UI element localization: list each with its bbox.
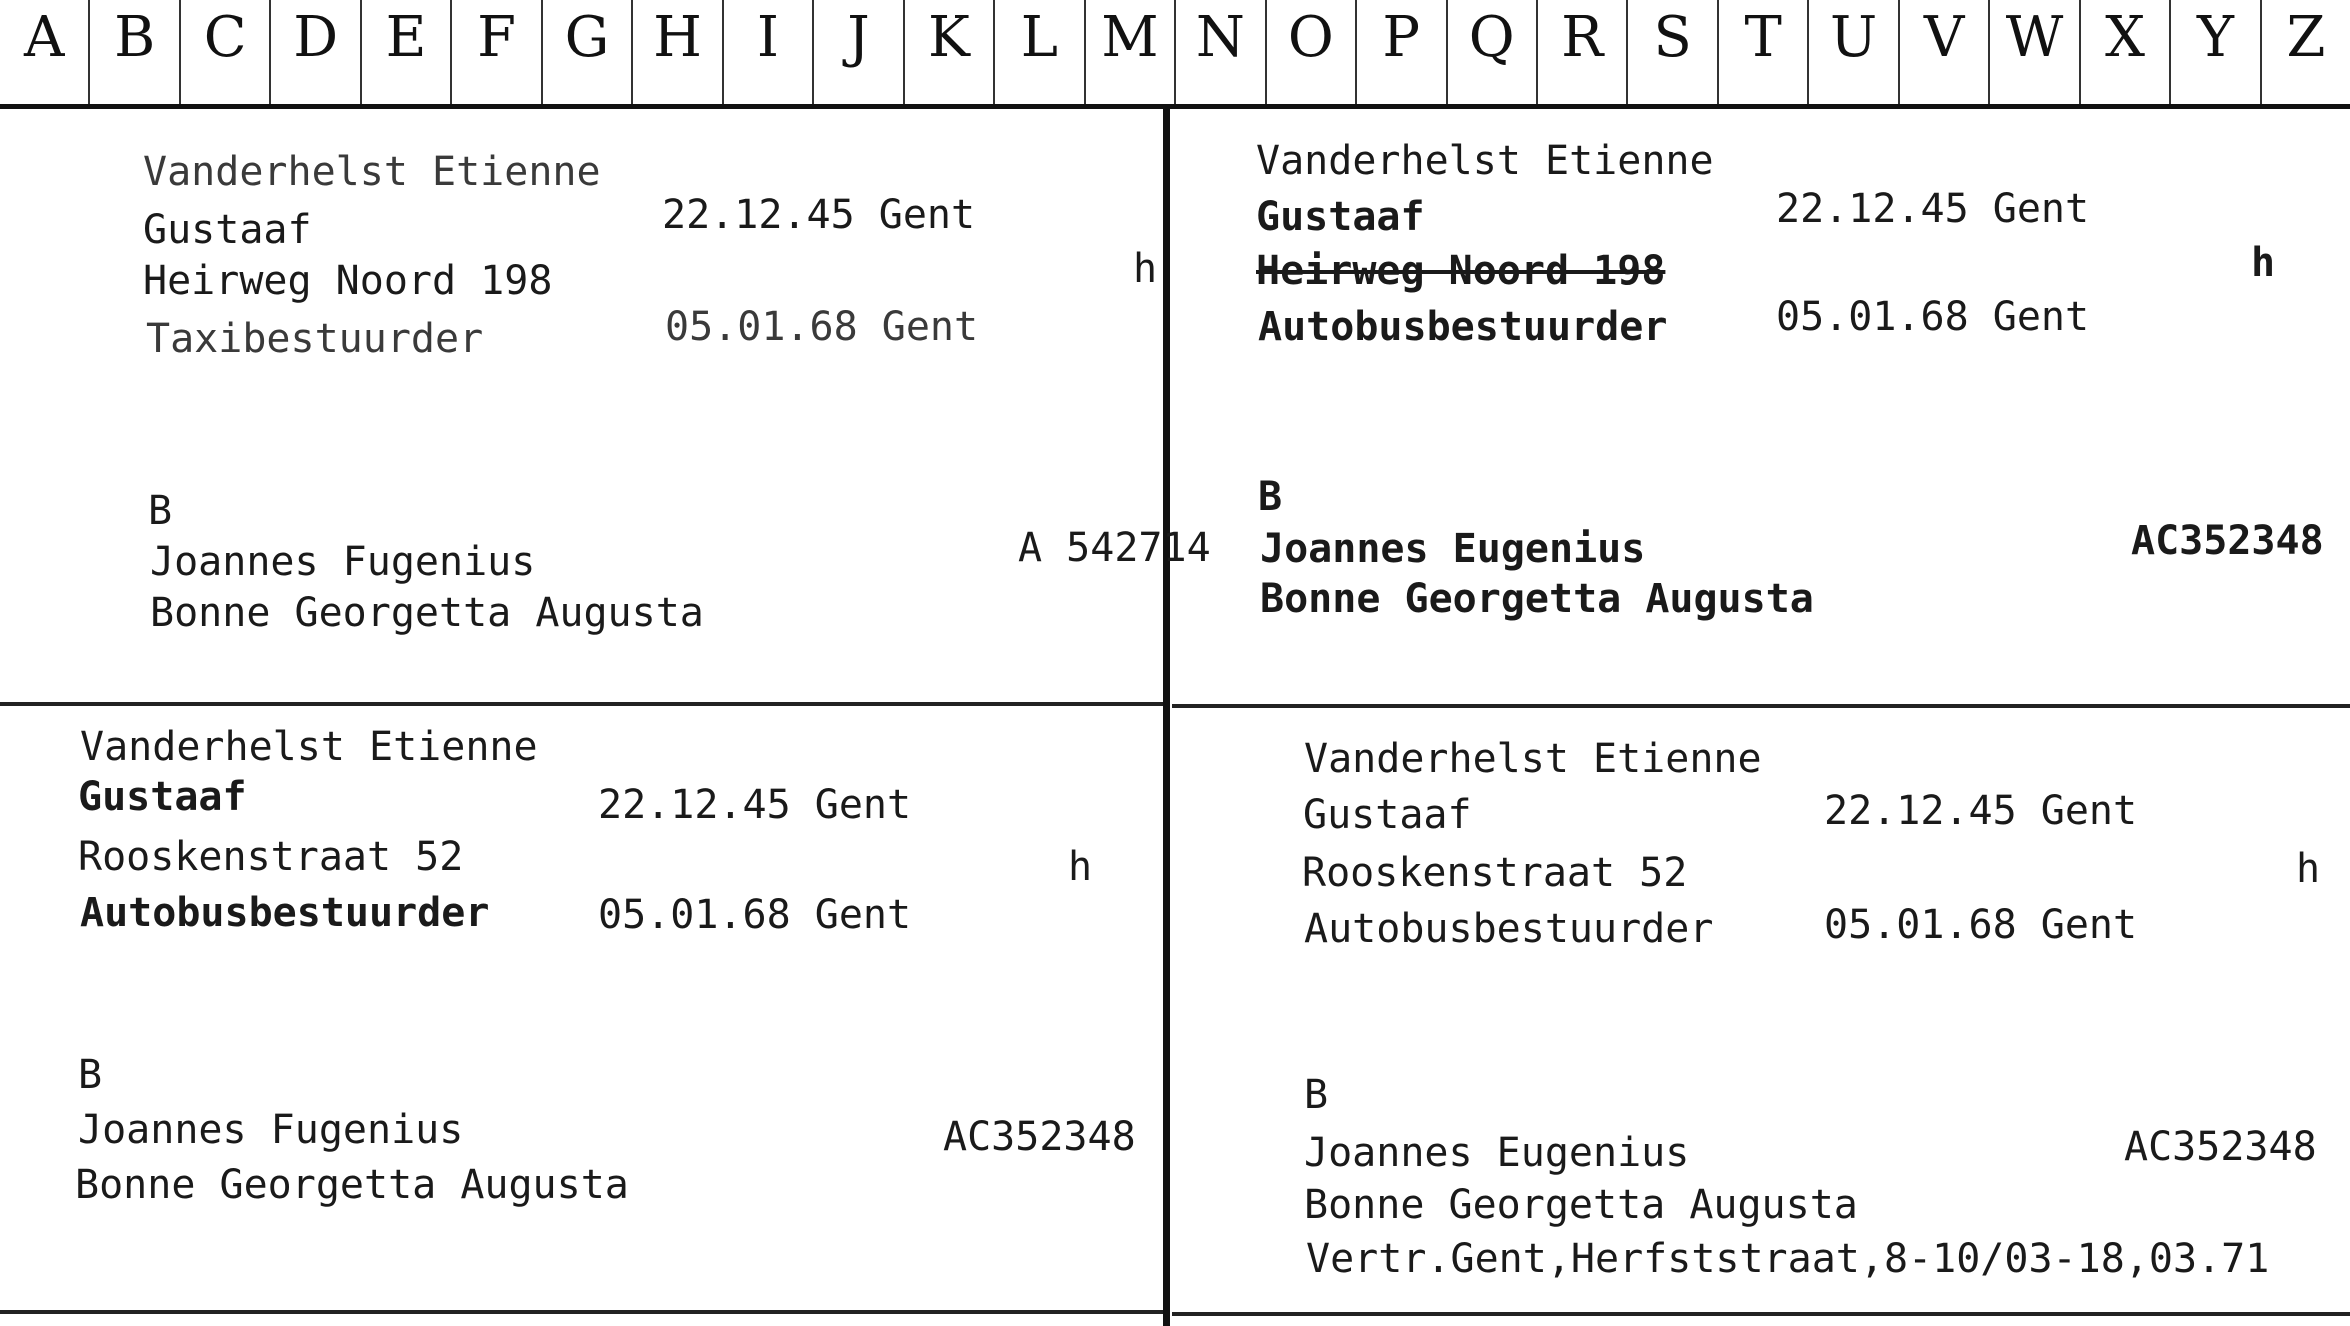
record-card-1: [0, 109, 1211, 702]
index-letter-t: T: [1717, 0, 1807, 104]
surname: Vanderhelst Etienne: [80, 724, 538, 770]
index-letter-i: I: [722, 0, 812, 104]
occupation: Autobusbestuurder: [1258, 304, 1668, 350]
registration-date-place: 05.01.68 Gent: [1824, 902, 2138, 948]
index-letter-k: K: [903, 0, 993, 104]
alphabet-index-ruler: [0, 0, 2350, 109]
index-letter-u: U: [1807, 0, 1897, 104]
surname: Vanderhelst Etienne: [1304, 736, 1762, 782]
father-names: Joannes Eugenius: [1304, 1130, 1690, 1176]
index-letter-e: E: [360, 0, 450, 104]
category-letter: B: [1258, 474, 1283, 520]
index-letter-d: D: [269, 0, 359, 104]
record-card-4: [1176, 709, 2350, 1316]
mark: h: [1133, 246, 1158, 292]
category-letter: B: [148, 488, 173, 534]
index-letter-a: A: [24, 5, 65, 70]
occupation: Autobusbestuurder: [80, 890, 490, 936]
index-letter-l: L: [993, 0, 1083, 104]
index-letter-z: Z: [2260, 0, 2350, 104]
index-letter-v: V: [1898, 0, 1988, 104]
mother-names: Bonne Georgetta Augusta: [75, 1162, 629, 1208]
father-names: Joannes Fugenius: [150, 539, 536, 585]
birth-date-place: 22.12.45 Gent: [662, 192, 976, 238]
address: Heirweg Noord 198: [143, 258, 553, 304]
index-letter-m: M: [1084, 0, 1174, 104]
registration-date-place: 05.01.68 Gent: [665, 304, 979, 350]
licence-number: AC352348: [2124, 1124, 2317, 1170]
record-card-2: [1176, 109, 2350, 705]
given-names: Gustaaf: [1303, 792, 1472, 838]
occupation: Autobusbestuurder: [1304, 906, 1714, 952]
index-letter-x: X: [2079, 0, 2169, 104]
birth-date-place: 22.12.45 Gent: [1776, 186, 2090, 232]
licence-number: AC352348: [943, 1114, 1136, 1160]
index-letter-y: Y: [2169, 0, 2259, 104]
index-letter-o: O: [1265, 0, 1355, 104]
licence-number: AC352348: [2131, 518, 2324, 564]
category-letter: B: [1304, 1072, 1329, 1118]
licence-number: A 542714: [1018, 525, 1211, 571]
address: Rooskenstraat 52: [1302, 850, 1688, 896]
address: Rooskenstraat 52: [78, 834, 464, 880]
index-letter-r: R: [1536, 0, 1626, 104]
index-letter-n: N: [1174, 0, 1264, 104]
given-names: Gustaaf: [78, 774, 247, 820]
occupation: Taxibestuurder: [146, 316, 484, 362]
left-row-divider-line: [0, 702, 1163, 706]
index-letter-f: F: [450, 0, 540, 104]
index-letter-p: P: [1355, 0, 1445, 104]
index-letter-g: G: [541, 0, 631, 104]
registration-date-place: 05.01.68 Gent: [598, 892, 912, 938]
mark: h: [2251, 240, 2276, 286]
mark: h: [2296, 846, 2321, 892]
birth-date-place: 22.12.45 Gent: [1824, 788, 2138, 834]
mark: h: [1068, 844, 1093, 890]
index-letter-j: J: [812, 0, 902, 104]
father-names: Joannes Eugenius: [1260, 526, 1646, 572]
record-card-3: [0, 707, 1166, 1314]
mother-names: Bonne Georgetta Augusta: [1260, 576, 1814, 622]
surname: Vanderhelst Etienne: [143, 149, 601, 195]
father-names: Joannes Fugenius: [78, 1107, 464, 1153]
registration-date-place: 05.01.68 Gent: [1776, 294, 2090, 340]
birth-date-place: 22.12.45 Gent: [598, 782, 912, 828]
index-letter-s: S: [1626, 0, 1716, 104]
category-letter: B: [78, 1052, 103, 1098]
index-letter-h: H: [631, 0, 721, 104]
mother-names: Bonne Georgetta Augusta: [1304, 1182, 1858, 1228]
mother-names: Bonne Georgetta Augusta: [150, 590, 704, 636]
surname: Vanderhelst Etienne: [1256, 138, 1714, 184]
index-letter-c: C: [179, 0, 269, 104]
index-letter-w: W: [1988, 0, 2078, 104]
given-names: Gustaaf: [1256, 194, 1425, 240]
index-letter-b: B: [88, 0, 178, 104]
given-names: Gustaaf: [143, 207, 312, 253]
index-letter-q: Q: [1446, 0, 1536, 104]
departure-note: Vertr.Gent,Herfststraat,8-10/03-18,03.71: [1306, 1236, 2270, 1282]
address-struck-out: Heirweg Noord 198: [1256, 248, 1666, 294]
